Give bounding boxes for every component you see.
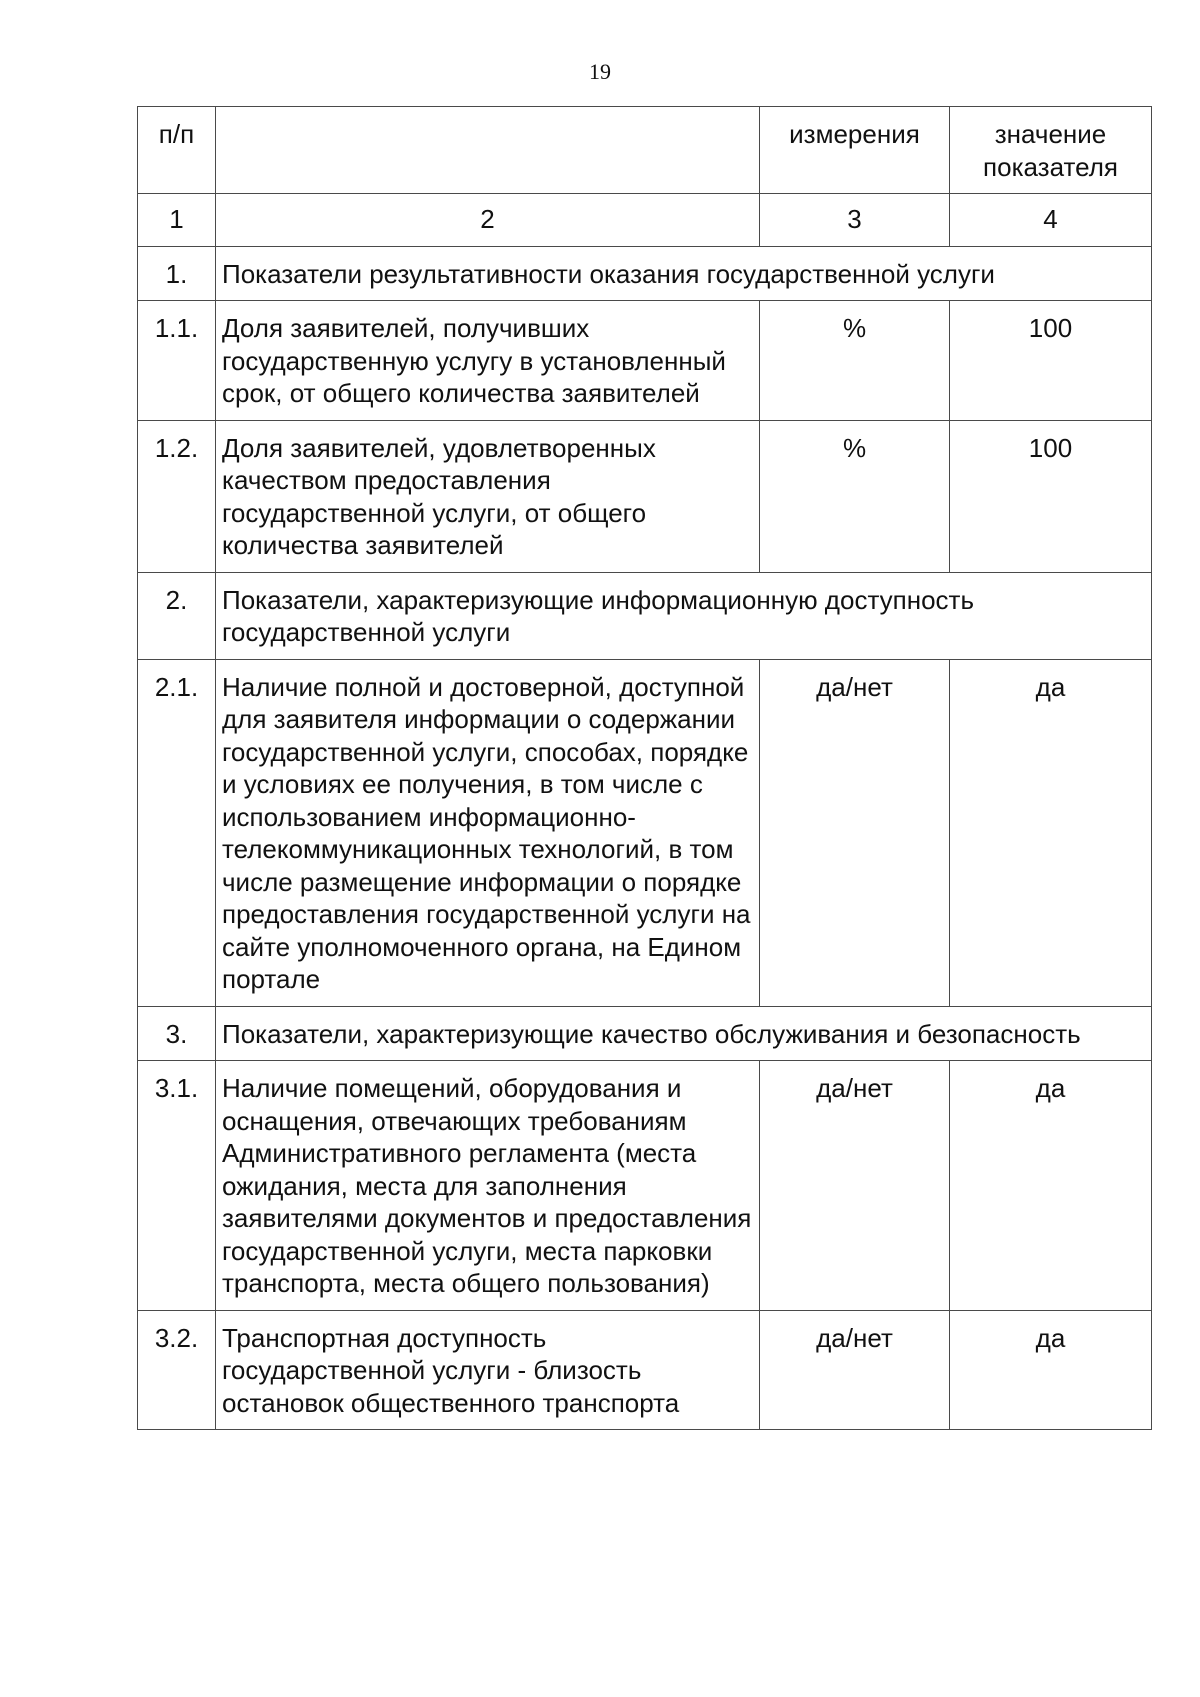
section-row — [138, 246, 1152, 301]
table-row — [138, 1061, 1152, 1311]
table-row — [138, 420, 1152, 572]
row-name: Доля заявителей, получивших государственную услугу в установленный срок, от общего количества заявителей — [216, 301, 760, 421]
section-row — [138, 572, 1152, 659]
table-header-row — [138, 107, 1152, 194]
column-index-cell: 3 — [760, 194, 950, 247]
row-unit: % — [760, 301, 950, 421]
row-value: да — [950, 1310, 1152, 1430]
section-title: Показатели, характеризующие информационную доступность государственной услуги — [216, 572, 1152, 659]
row-value: да — [950, 659, 1152, 1006]
section-row — [138, 1006, 1152, 1061]
indicators-table — [137, 106, 1152, 1430]
header-name-cell — [216, 107, 760, 194]
column-index-row — [138, 194, 1152, 247]
section-title: Показатели результативности оказания государственной услуги — [216, 246, 1152, 301]
section-number: 3. — [138, 1006, 216, 1061]
row-value: 100 — [950, 420, 1152, 572]
row-unit: да/нет — [760, 1310, 950, 1430]
header-unit-cell: измерения — [760, 107, 950, 194]
row-number: 1.2. — [138, 420, 216, 572]
row-name: Наличие полной и достоверной, доступной для заявителя информации о содержании государственной услуги, способах, порядке и условиях ее получения, в том числе с использованием информационно-телекоммуникационных технологий, в том числе размещение информации о порядке предоставления государственной услуги на сайте уполномоченного органа, на Едином портале — [216, 659, 760, 1006]
row-unit: да/нет — [760, 659, 950, 1006]
section-title: Показатели, характеризующие качество обслуживания и безопасность — [216, 1006, 1152, 1061]
row-number: 2.1. — [138, 659, 216, 1006]
header-value-cell: значение показателя — [950, 107, 1152, 194]
section-number: 2. — [138, 572, 216, 659]
row-number: 1.1. — [138, 301, 216, 421]
row-name: Доля заявителей, удовлетворенных качеством предоставления государственной услуги, от общего количества заявителей — [216, 420, 760, 572]
table-row — [138, 1310, 1152, 1430]
row-number: 3.2. — [138, 1310, 216, 1430]
column-index-cell: 4 — [950, 194, 1152, 247]
column-index-cell: 2 — [216, 194, 760, 247]
section-number: 1. — [138, 246, 216, 301]
row-name: Транспортная доступность государственной услуги - близость остановок общественного транспорта — [216, 1310, 760, 1430]
row-name: Наличие помещений, оборудования и оснащения, отвечающих требованиям Административного регламента (места ожидания, места для заполнения заявителями документов и предоставления государственной услуги, места парковки транспорта, места общего пользования) — [216, 1061, 760, 1311]
row-number: 3.1. — [138, 1061, 216, 1311]
row-value: да — [950, 1061, 1152, 1311]
page-number: 19 — [589, 59, 611, 84]
row-unit: % — [760, 420, 950, 572]
column-index-cell: 1 — [138, 194, 216, 247]
row-unit: да/нет — [760, 1061, 950, 1311]
table-row — [138, 659, 1152, 1006]
row-value: 100 — [950, 301, 1152, 421]
table-row — [138, 301, 1152, 421]
header-number-cell: п/п — [138, 107, 216, 194]
